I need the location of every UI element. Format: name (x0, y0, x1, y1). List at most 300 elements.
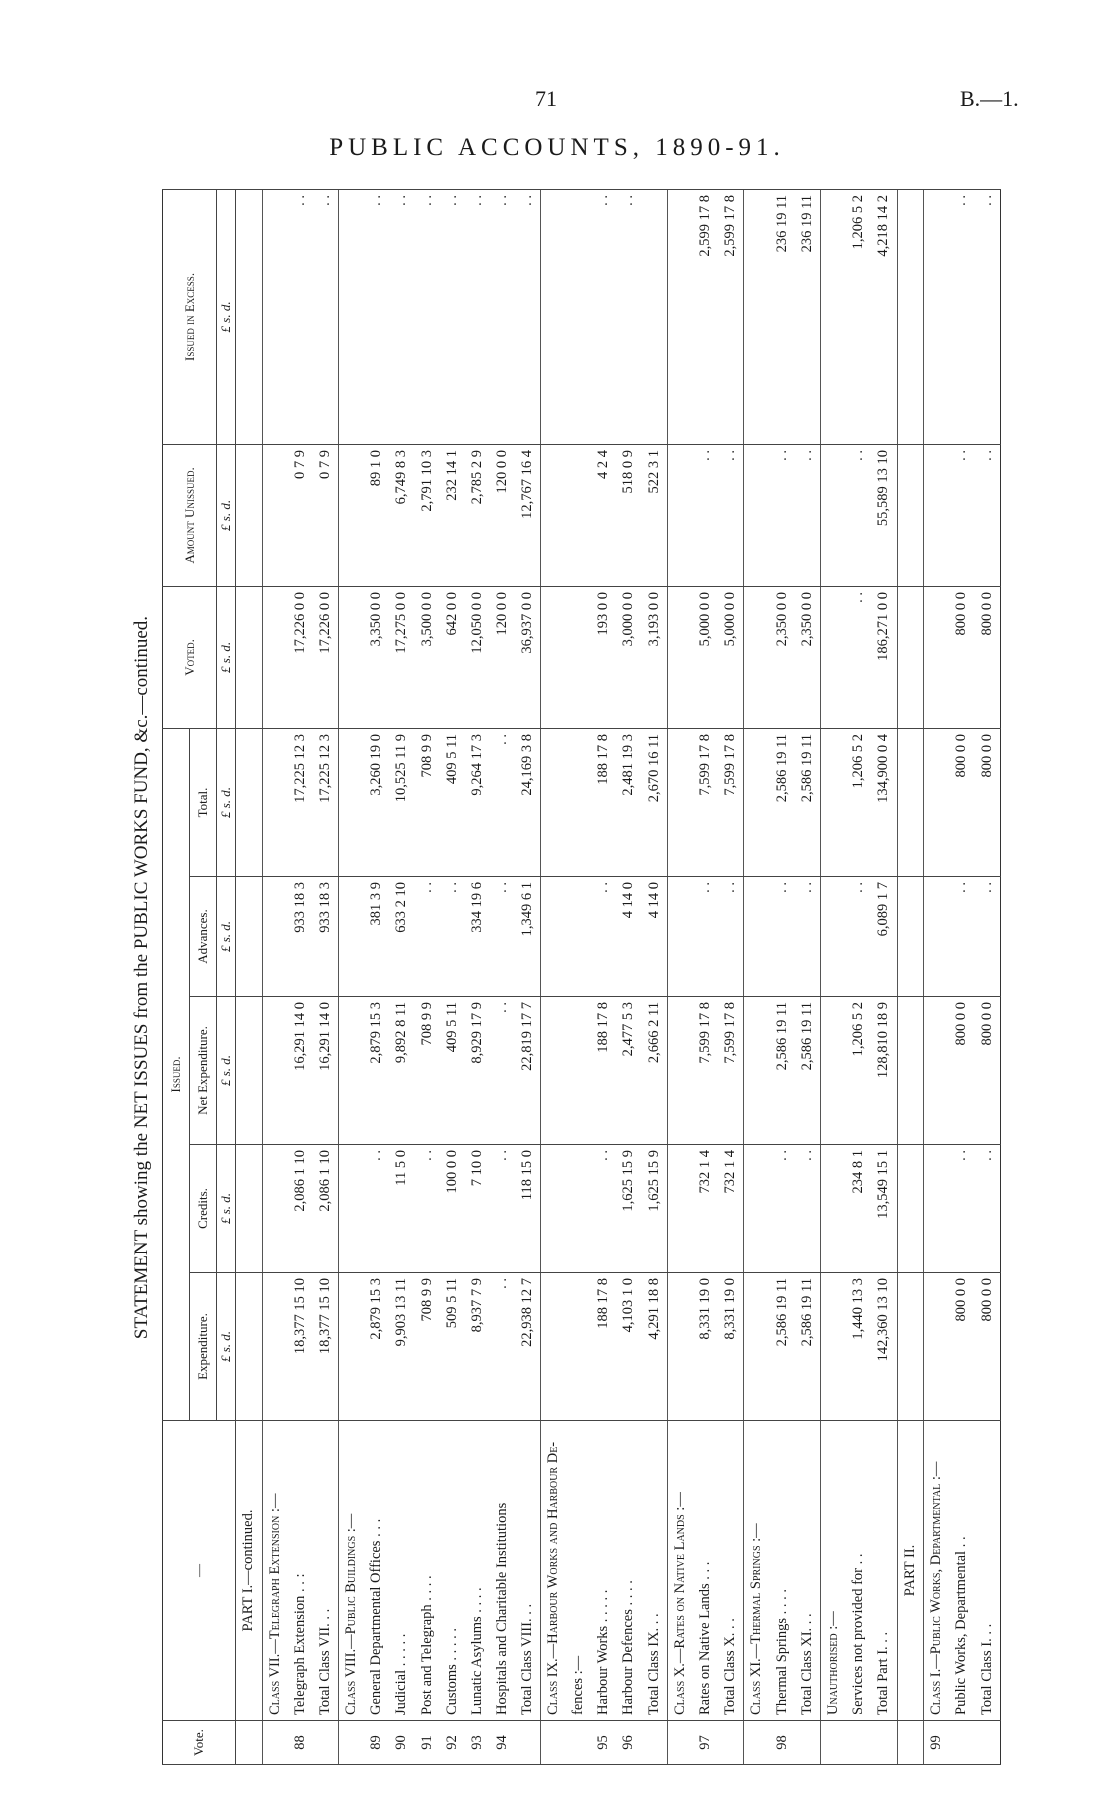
cell-unis (339, 444, 365, 586)
unit-label: £ s. d. (217, 586, 236, 728)
table-row (949, 189, 974, 1764)
cell-cred: 1,625 15 9 (641, 1145, 667, 1273)
cell-cred: . . (770, 1145, 795, 1273)
row-description: Rates on Native Lands . . . (693, 1421, 718, 1721)
cell-exp: 1,440 13 3 (846, 1273, 871, 1421)
table-row (415, 189, 440, 1764)
row-description: Total Class VIII. . . (515, 1421, 541, 1721)
cell-adv: 933 18 3 (313, 877, 339, 997)
cell-net (744, 997, 770, 1145)
row-description: Total Class XI. . . (795, 1421, 821, 1721)
cell-exp (897, 1273, 924, 1421)
cell-total: 10,525 11 9 (389, 728, 414, 876)
row-description: Class XI.—Thermal Springs :— (744, 1421, 770, 1721)
row-description: Judicial . . . . . (389, 1421, 414, 1721)
vote-number (795, 1721, 821, 1765)
cell-net (236, 997, 263, 1145)
unit-label: £ s. d. (217, 877, 236, 997)
table-row (490, 189, 515, 1764)
page-number: 71 (535, 86, 557, 111)
cell-excess (924, 189, 950, 444)
cell-excess: 236 19 11 (770, 189, 795, 444)
cell-voted: 17,226 0 0 (288, 586, 313, 728)
cell-exp: 18,377 15 10 (288, 1273, 313, 1421)
row-description: Total Class I. . . (974, 1421, 1000, 1721)
cell-exp: 9,903 13 11 (389, 1273, 414, 1421)
cell-adv: 1,349 6 1 (515, 877, 541, 997)
table-row (288, 189, 313, 1764)
cell-exp: . . (490, 1273, 515, 1421)
cell-adv: . . (415, 877, 440, 997)
vote-number (846, 1721, 871, 1765)
cell-total: 2,586 19 11 (795, 728, 821, 876)
vote-number: 88 (288, 1721, 313, 1765)
table-row (540, 189, 566, 1764)
cell-voted: 3,193 0 0 (641, 586, 667, 728)
cell-unis (744, 444, 770, 586)
cell-voted: 36,937 0 0 (515, 586, 541, 728)
vote-number: 92 (440, 1721, 465, 1765)
cell-adv: . . (770, 877, 795, 997)
amount-unissued-header: Amount Unissued. (163, 444, 217, 586)
cell-total: 800 0 0 (949, 728, 974, 876)
cell-adv: 381 3 9 (364, 877, 389, 997)
cell-cred (236, 1145, 263, 1273)
cell-net: 9,892 8 11 (389, 997, 414, 1145)
cell-cred: 118 15 0 (515, 1145, 541, 1273)
cell-cred (339, 1145, 365, 1273)
cell-adv (262, 877, 288, 997)
cell-cred (744, 1145, 770, 1273)
cell-cred: 2,086 1 10 (288, 1145, 313, 1273)
cell-cred: . . (364, 1145, 389, 1273)
vote-number (236, 1721, 263, 1765)
cell-net (262, 997, 288, 1145)
cell-voted: 3,350 0 0 (364, 586, 389, 728)
row-description: General Departmental Offices . . . (364, 1421, 389, 1721)
row-description: Hospitals and Charitable Institutions (490, 1421, 515, 1721)
row-description: Telegraph Extension . . : (288, 1421, 313, 1721)
cell-voted (924, 586, 950, 728)
cell-adv (897, 877, 924, 997)
cell-net: 708 9 9 (415, 997, 440, 1145)
cell-total: 7,599 17 8 (718, 728, 744, 876)
vote-number: 96 (616, 1721, 641, 1765)
cell-unis: 0 7 9 (288, 444, 313, 586)
cell-total: 2,586 19 11 (770, 728, 795, 876)
cell-cred (540, 1145, 566, 1273)
cell-adv (744, 877, 770, 997)
cell-voted (566, 586, 591, 728)
cell-excess: 236 19 11 (795, 189, 821, 444)
table-row (641, 189, 667, 1764)
vote-number (339, 1721, 365, 1765)
cell-unis (540, 444, 566, 586)
vote-number (313, 1721, 339, 1765)
cell-voted (540, 586, 566, 728)
row-description: Class IX.—Harbour Works and Harbour De- (540, 1421, 566, 1721)
cell-unis: . . (974, 444, 1000, 586)
cell-net: 800 0 0 (949, 997, 974, 1145)
row-description: Total Class VII. . . (313, 1421, 339, 1721)
cell-unis: . . (846, 444, 871, 586)
cell-cred (262, 1145, 288, 1273)
cell-cred: . . (795, 1145, 821, 1273)
cell-total: 17,225 12 3 (313, 728, 339, 876)
cell-total: 7,599 17 8 (693, 728, 718, 876)
cell-excess (236, 189, 263, 444)
cell-net: 188 17 8 (591, 997, 616, 1145)
cell-net: 1,206 5 2 (846, 997, 871, 1145)
table-row (591, 189, 616, 1764)
cell-unis (262, 444, 288, 586)
cell-excess (744, 189, 770, 444)
cell-unis (820, 444, 846, 586)
cell-net: 2,666 2 11 (641, 997, 667, 1145)
cell-net: 8,929 17 9 (465, 997, 490, 1145)
row-description: Post and Telegraph . . . . (415, 1421, 440, 1721)
cell-exp: 22,938 12 7 (515, 1273, 541, 1421)
cell-exp: 509 5 11 (440, 1273, 465, 1421)
cell-net: 16,291 14 0 (288, 997, 313, 1145)
cell-adv: . . (846, 877, 871, 997)
row-description: Services not provided for . . (846, 1421, 871, 1721)
cell-exp: 4,291 18 8 (641, 1273, 667, 1421)
cell-exp: 708 9 9 (415, 1273, 440, 1421)
row-description: Class VII.—Telegraph Extension :— (262, 1421, 288, 1721)
cell-unis: 6,749 8 3 (389, 444, 414, 586)
cell-cred: . . (415, 1145, 440, 1273)
issued-header: Issued. (163, 728, 190, 1420)
row-description: PART II. (897, 1421, 924, 1721)
cell-excess (339, 189, 365, 444)
cell-excess: . . (974, 189, 1000, 444)
cell-excess: 4,218 14 2 (871, 189, 897, 444)
cell-total: 2,670 16 11 (641, 728, 667, 876)
cell-excess (566, 189, 591, 444)
cell-net (566, 997, 591, 1145)
cell-cred (924, 1145, 950, 1273)
cell-total (897, 728, 924, 876)
cell-adv: . . (693, 877, 718, 997)
table-row (897, 189, 924, 1764)
vote-header: Vote. (163, 1721, 236, 1765)
cell-total (744, 728, 770, 876)
table-row (465, 189, 490, 1764)
cell-net (540, 997, 566, 1145)
row-description: Harbour Works . . . . . (591, 1421, 616, 1721)
cell-voted: 2,350 0 0 (795, 586, 821, 728)
cell-unis (667, 444, 693, 586)
cell-net: 2,477 5 3 (616, 997, 641, 1145)
table-row (846, 189, 871, 1764)
cell-voted: 800 0 0 (974, 586, 1000, 728)
cell-unis: 2,791 10 3 (415, 444, 440, 586)
cell-excess: . . (389, 189, 414, 444)
cell-adv (924, 877, 950, 997)
cell-adv (820, 877, 846, 997)
cell-unis: . . (949, 444, 974, 586)
table-row (616, 189, 641, 1764)
cell-voted (744, 586, 770, 728)
table-row (389, 189, 414, 1764)
table-row (744, 189, 770, 1764)
cell-cred (820, 1145, 846, 1273)
cell-adv: . . (718, 877, 744, 997)
cell-net (339, 997, 365, 1145)
vote-number: 89 (364, 1721, 389, 1765)
cell-adv: . . (440, 877, 465, 997)
cell-voted (262, 586, 288, 728)
cell-exp (744, 1273, 770, 1421)
cell-excess: . . (616, 189, 641, 444)
unit-label: £ s. d. (217, 1145, 236, 1273)
cell-net: 800 0 0 (974, 997, 1000, 1145)
cell-unis: . . (795, 444, 821, 586)
table-row (974, 189, 1000, 1764)
statement-table (162, 189, 1001, 1765)
cell-net: 16,291 14 0 (313, 997, 339, 1145)
cell-unis: 4 2 4 (591, 444, 616, 586)
table-row (667, 189, 693, 1764)
table-row (364, 189, 389, 1764)
cell-net: 2,586 19 11 (770, 997, 795, 1145)
cell-exp: 142,360 13 10 (871, 1273, 897, 1421)
cell-excess: . . (364, 189, 389, 444)
table-row (820, 189, 846, 1764)
cell-voted: 17,275 0 0 (389, 586, 414, 728)
cell-unis: 55,589 13 10 (871, 444, 897, 586)
cell-net: 409 5 11 (440, 997, 465, 1145)
cell-total: 134,900 0 4 (871, 728, 897, 876)
cell-net: 22,819 17 7 (515, 997, 541, 1145)
cell-excess (262, 189, 288, 444)
row-description: Class VIII.—Public Buildings :— (339, 1421, 365, 1721)
vote-number: 93 (465, 1721, 490, 1765)
cell-total: 24,169 3 8 (515, 728, 541, 876)
page-title: PUBLIC ACCOUNTS, 1890-91. (329, 134, 785, 161)
table-row (795, 189, 821, 1764)
cell-adv: . . (974, 877, 1000, 997)
cell-voted: 5,000 0 0 (718, 586, 744, 728)
cell-net: . . (490, 997, 515, 1145)
cell-exp (924, 1273, 950, 1421)
cell-unis (236, 444, 263, 586)
cell-total (566, 728, 591, 876)
credits-header: Credits. (190, 1145, 217, 1273)
cell-cred: 2,086 1 10 (313, 1145, 339, 1273)
cell-net: 2,879 15 3 (364, 997, 389, 1145)
cell-cred (566, 1145, 591, 1273)
cell-exp: 2,586 19 11 (770, 1273, 795, 1421)
cell-cred: 1,625 15 9 (616, 1145, 641, 1273)
cell-voted: 2,350 0 0 (770, 586, 795, 728)
issued-in-excess-header: Issued in Excess. (163, 189, 217, 444)
cell-unis: 2,785 2 9 (465, 444, 490, 586)
cell-voted: 3,000 0 0 (616, 586, 641, 728)
vote-number (871, 1721, 897, 1765)
row-description: fences :— (566, 1421, 591, 1721)
table-row (871, 189, 897, 1764)
cell-exp: 2,879 15 3 (364, 1273, 389, 1421)
cell-excess: . . (490, 189, 515, 444)
rotated-statement (122, 190, 1001, 1765)
unit-label: £ s. d. (217, 997, 236, 1145)
vote-number: 97 (693, 1721, 718, 1765)
cell-exp: 8,331 19 0 (718, 1273, 744, 1421)
table-row (339, 189, 365, 1764)
cell-exp (566, 1273, 591, 1421)
cell-cred: 732 1 4 (693, 1145, 718, 1273)
voted-header: Voted. (163, 586, 217, 728)
vote-number: 91 (415, 1721, 440, 1765)
vote-number (974, 1721, 1000, 1765)
vote-number (262, 1721, 288, 1765)
cell-unis: 518 0 9 (616, 444, 641, 586)
document-code: B.—1. (960, 86, 1019, 111)
description-header: — (163, 1421, 236, 1721)
cell-cred (897, 1145, 924, 1273)
cell-total: 9,264 17 3 (465, 728, 490, 876)
cell-total (820, 728, 846, 876)
cell-unis: . . (770, 444, 795, 586)
cell-exp (820, 1273, 846, 1421)
total-header: Total. (190, 728, 217, 876)
cell-exp: 8,331 19 0 (693, 1273, 718, 1421)
cell-excess: . . (440, 189, 465, 444)
cell-excess: . . (415, 189, 440, 444)
cell-exp: 4,103 1 0 (616, 1273, 641, 1421)
table-row (515, 189, 541, 1764)
vote-number (540, 1721, 566, 1765)
vote-number: 94 (490, 1721, 515, 1765)
row-description: Total Part I. . . (871, 1421, 897, 1721)
cell-voted: 3,500 0 0 (415, 586, 440, 728)
vote-number (949, 1721, 974, 1765)
cell-adv: 633 2 10 (389, 877, 414, 997)
cell-total (339, 728, 365, 876)
vote-number (566, 1721, 591, 1765)
cell-excess (641, 189, 667, 444)
cell-excess (540, 189, 566, 444)
cell-adv: . . (591, 877, 616, 997)
cell-cred: 234 8 1 (846, 1145, 871, 1273)
cell-net (820, 997, 846, 1145)
cell-cred: . . (974, 1145, 1000, 1273)
cell-voted (236, 586, 263, 728)
vote-number (667, 1721, 693, 1765)
row-description: Class X.—Rates on Native Lands :— (667, 1421, 693, 1721)
cell-voted: 800 0 0 (949, 586, 974, 728)
table-body (236, 189, 1001, 1764)
cell-unis (566, 444, 591, 586)
cell-voted: 17,226 0 0 (313, 586, 339, 728)
cell-net: 7,599 17 8 (718, 997, 744, 1145)
cell-unis: 89 1 0 (364, 444, 389, 586)
cell-voted (339, 586, 365, 728)
cell-net (897, 997, 924, 1145)
cell-voted: 193 0 0 (591, 586, 616, 728)
vote-number: 99 (924, 1721, 950, 1765)
table-row (718, 189, 744, 1764)
cell-adv (540, 877, 566, 997)
unit-label: £ s. d. (217, 444, 236, 586)
row-description: Total Class X. . . (718, 1421, 744, 1721)
cell-exp: 188 17 8 (591, 1273, 616, 1421)
cell-voted: . . (846, 586, 871, 728)
cell-adv (566, 877, 591, 997)
cell-exp: 18,377 15 10 (313, 1273, 339, 1421)
cell-voted: 5,000 0 0 (693, 586, 718, 728)
cell-adv: . . (490, 877, 515, 997)
cell-cred: . . (949, 1145, 974, 1273)
cell-adv: 4 14 0 (641, 877, 667, 997)
vote-number (820, 1721, 846, 1765)
cell-voted: 186,271 0 0 (871, 586, 897, 728)
advances-header: Advances. (190, 877, 217, 997)
cell-exp (339, 1273, 365, 1421)
row-description: Public Works, Departmental . . (949, 1421, 974, 1721)
unit-label: £ s. d. (217, 728, 236, 876)
table-row (313, 189, 339, 1764)
cell-exp (540, 1273, 566, 1421)
cell-adv: . . (795, 877, 821, 997)
cell-excess: 2,599 17 8 (693, 189, 718, 444)
cell-unis: 0 7 9 (313, 444, 339, 586)
cell-voted (897, 586, 924, 728)
cell-cred: . . (591, 1145, 616, 1273)
unit-label: £ s. d. (217, 1273, 236, 1421)
row-description: PART I.—continued. (236, 1421, 263, 1721)
cell-net: 2,586 19 11 (795, 997, 821, 1145)
cell-total: 409 5 11 (440, 728, 465, 876)
cell-exp: 800 0 0 (974, 1273, 1000, 1421)
cell-excess: 2,599 17 8 (718, 189, 744, 444)
cell-unis: 120 0 0 (490, 444, 515, 586)
cell-exp: 8,937 7 9 (465, 1273, 490, 1421)
vote-number: 95 (591, 1721, 616, 1765)
cell-cred: 13,549 15 1 (871, 1145, 897, 1273)
vote-number (718, 1721, 744, 1765)
cell-net (667, 997, 693, 1145)
cell-total (924, 728, 950, 876)
vote-number: 90 (389, 1721, 414, 1765)
cell-total (667, 728, 693, 876)
cell-excess: . . (591, 189, 616, 444)
cell-total: 1,206 5 2 (846, 728, 871, 876)
cell-total: 188 17 8 (591, 728, 616, 876)
cell-total: 3,260 19 0 (364, 728, 389, 876)
row-description: Thermal Springs . . . . (770, 1421, 795, 1721)
cell-total: 2,481 19 3 (616, 728, 641, 876)
cell-excess (667, 189, 693, 444)
cell-adv (236, 877, 263, 997)
cell-exp (236, 1273, 263, 1421)
cell-adv (667, 877, 693, 997)
unit-label: £ s. d. (217, 189, 236, 444)
vote-number (641, 1721, 667, 1765)
row-description: Class I.—Public Works, Departmental :— (924, 1421, 950, 1721)
cell-cred: 100 0 0 (440, 1145, 465, 1273)
expenditure-header: Expenditure. (190, 1273, 217, 1421)
row-description: Lunatic Asylums . . . . (465, 1421, 490, 1721)
cell-net: 7,599 17 8 (693, 997, 718, 1145)
cell-unis: . . (693, 444, 718, 586)
cell-unis (897, 444, 924, 586)
cell-total (262, 728, 288, 876)
cell-unis: 522 3 1 (641, 444, 667, 586)
vote-number: 98 (770, 1721, 795, 1765)
